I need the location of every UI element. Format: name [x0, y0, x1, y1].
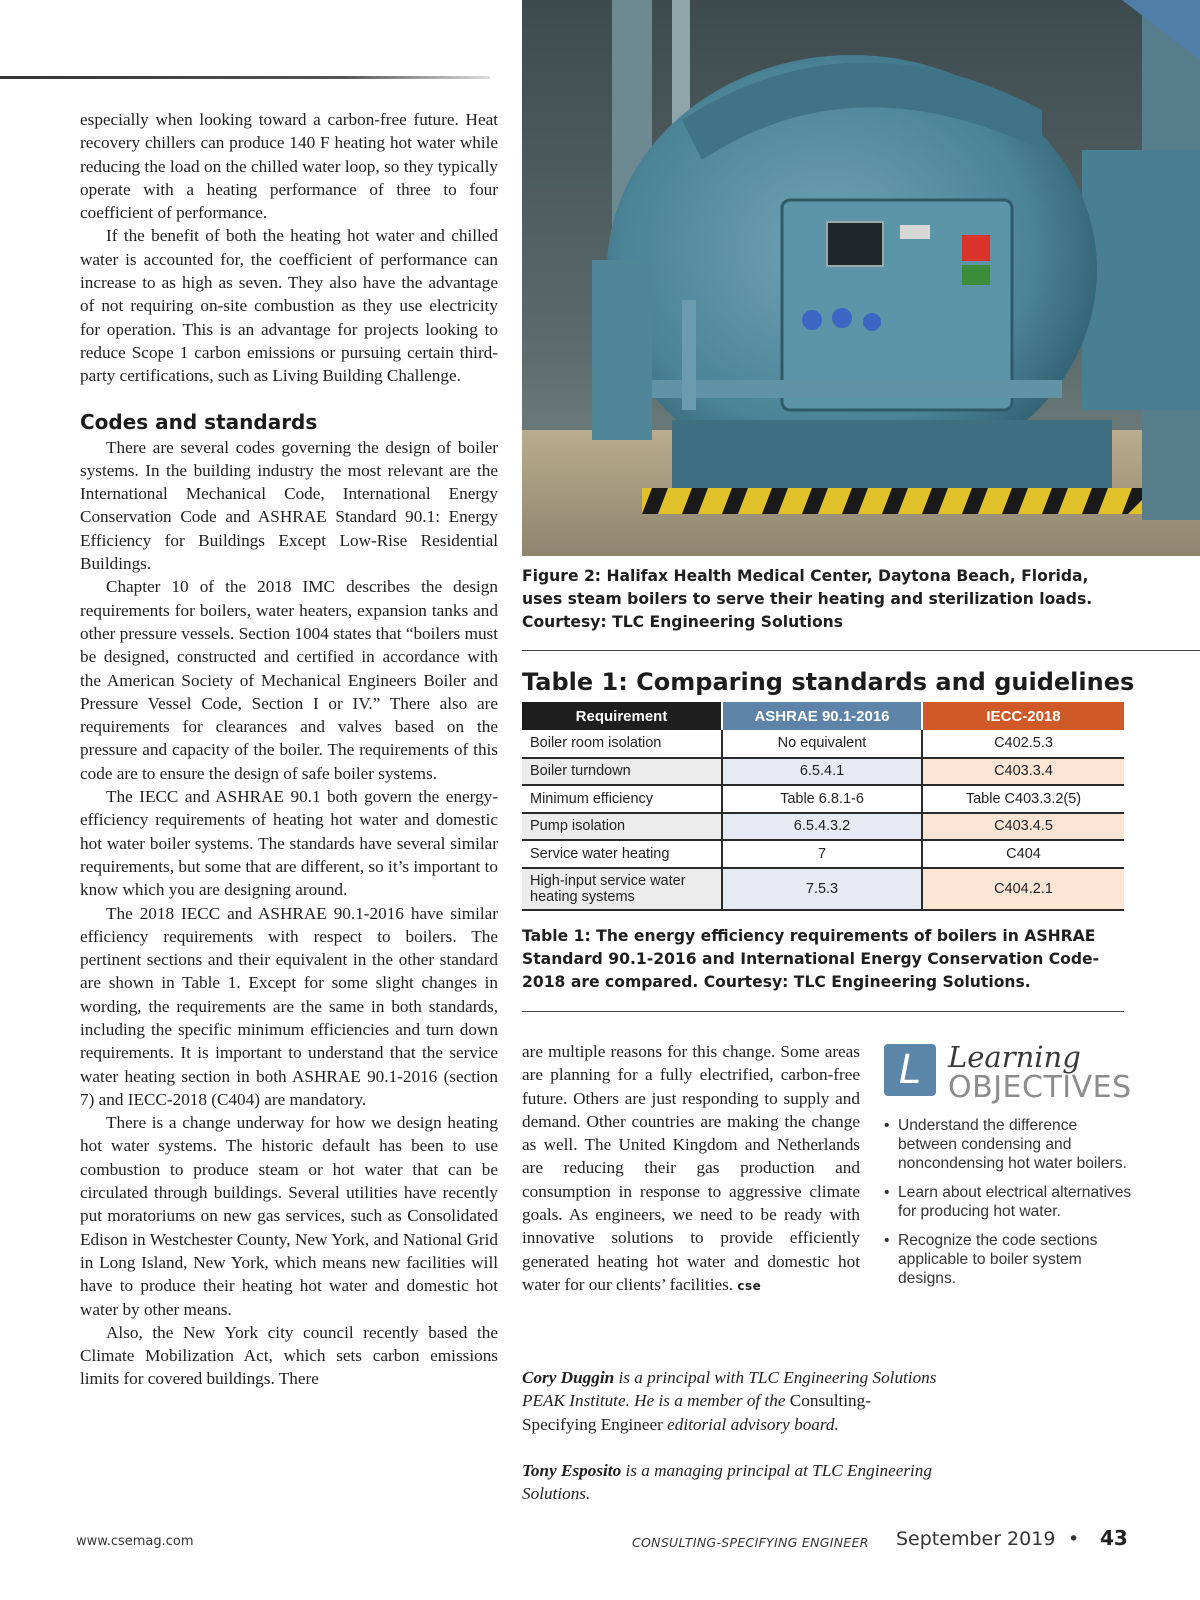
- left-column: [80, 108, 498, 1391]
- bio-text: is a managing principal at TLC Engineering Solutions.: [522, 1460, 932, 1504]
- list-item: • Recognize the code sections applicable to boiler system designs.: [884, 1231, 1134, 1288]
- table-row: [522, 785, 1124, 813]
- table-cell: Pump isolation: [522, 813, 722, 841]
- table-cell: C403.3.4: [922, 758, 1124, 786]
- table-cell: Table C403.3.2(5): [922, 785, 1124, 813]
- table-cell: C404.2.1: [922, 868, 1124, 910]
- top-rule: [0, 76, 490, 79]
- table-cell: Boiler room isolation: [522, 730, 722, 758]
- table-caption: Table 1: The energy efficiency requirements of boilers in ASHRAE Standard 90.1-2016 and International Energy Conservation Code-2018 are compared. Courtesy: TLC Engineering Solutions.: [522, 927, 1100, 991]
- table-cell: Service water heating: [522, 840, 722, 868]
- middle-column: [522, 1040, 860, 1298]
- table-row: [522, 813, 1124, 841]
- page-number: 43: [1100, 1526, 1128, 1550]
- paragraph: especially when looking toward a carbon-free future. Heat recovery chillers can produce 140 F heating hot water while reducing the load on the chilled water loop, so they typically operate with a heating performance of three to four coefficient of performance.: [80, 110, 498, 223]
- table-row: [522, 730, 1124, 758]
- figure-caption: Figure 2: Halifax Health Medical Center, Daytona Beach, Florida, uses steam boilers to serve their heating and sterilization loads. Courtesy: TLC Engineering Solutions: [522, 567, 1093, 631]
- bio-text: is a principal with TLC Engineering Solutions PEAK Institute. He is a member of the: [522, 1368, 937, 1411]
- magazine-name: Consulting-Specifying Engineer: [522, 1391, 871, 1434]
- table-cell: 6.5.4.3.2: [722, 813, 922, 841]
- bio-text: editorial advisory board.: [662, 1414, 839, 1434]
- column-header: ASHRAE 90.1-2016: [722, 702, 922, 730]
- paragraph: There are several codes governing the design of boiler systems. In the building industry the most relevant are the International Mechanical Code, International Energy Conservation Code and ASHRAE Standard 90.1: Energy Efficiency for Buildings Except Low-Rise Residential Buildings.: [80, 437, 498, 574]
- author-name: Tony Esposito: [522, 1460, 622, 1480]
- paragraph: If the benefit of both the heating hot water and chilled water is accounted for, the coefficient of performance can increase to as high as seven. They also have the advantage of not requiring on-site combustion as they use electricity for operation. This is an advantage for projects looking to reduce Scope 1 carbon emissions or pursuing certain third-party certifications, such as Living Building Challenge.: [80, 226, 498, 386]
- author-name: Cory Duggin: [522, 1368, 615, 1387]
- objectives-list: [884, 1116, 1134, 1298]
- section-heading: Codes and standards: [80, 409, 318, 434]
- table-cell: No equivalent: [722, 730, 922, 758]
- learning-word: Learning: [948, 1040, 1081, 1074]
- list-item: • Learn about electrical alternatives for producing hot water.: [884, 1183, 1134, 1221]
- table-row: [522, 868, 1124, 910]
- table-cell: Boiler turndown: [522, 758, 722, 786]
- divider: [522, 650, 1200, 651]
- table-row: [522, 840, 1124, 868]
- footer-url: www.csemag.com: [76, 1534, 194, 1549]
- table-header-row: [522, 702, 1124, 730]
- author-bios: [522, 1366, 942, 1528]
- footer-date: September 2019: [896, 1528, 1056, 1550]
- column-header: IECC-2018: [922, 702, 1124, 730]
- paragraph-text: are multiple reasons for this change. Some areas are planning for a fully electrified, carbon-free future. Others are just responding to supply and demand. Other countries are making the change as well. The United Kingdom and Netherlands are reducing their gas production and consumption in response to aggressive climate goals. As engineers, we need to be ready with innovative solutions to provide efficiently generated heating hot water and domestic hot water for our clients’ facilities.: [522, 1042, 860, 1294]
- paragraph: The 2018 IECC and ASHRAE 90.1-2016 have similar efficiency requirements with respect to boilers. The pertinent sections and their equivalent in the other standard are shown in Table 1. Except for some slight changes in wording, the requirements are the same in both standards, including the specific minimum efficiencies and turn down requirements. It is important to understand that the service water heating section in both ASHRAE 90.1-2016 (section 7) and IECC-2018 (C404) are mandatory.: [80, 903, 498, 1109]
- objectives-word: OBJECTIVES: [948, 1070, 1132, 1105]
- standards-table: [522, 702, 1124, 911]
- table-cell: C404: [922, 840, 1124, 868]
- author-bio: [522, 1366, 942, 1436]
- learning-badge-icon: L: [884, 1044, 936, 1096]
- column-header: Requirement: [522, 702, 722, 730]
- paragraph: The IECC and ASHRAE 90.1 both govern the energy-efficiency requirements of heating hot water and domestic hot water boiler systems. The standards have several similar requirements, but some that are different, so it’s important to know which you are designing around.: [80, 787, 498, 900]
- paragraph: [522, 1040, 860, 1298]
- author-bio: [522, 1459, 942, 1506]
- table-cell: 7.5.3: [722, 868, 922, 910]
- table-cell: High-input service water heating systems: [522, 868, 722, 910]
- paragraph: Also, the New York city council recently based the Climate Mobilization Act, which sets carbon emissions limits for covered buildings. There: [80, 1322, 498, 1389]
- divider: [522, 1011, 1124, 1012]
- table-cell: Minimum efficiency: [522, 785, 722, 813]
- list-item: • Understand the difference between condensing and noncondensing hot water boilers.: [884, 1116, 1134, 1173]
- table-title: Table 1: Comparing standards and guidelines: [522, 668, 1135, 696]
- table-cell: 6.5.4.1: [722, 758, 922, 786]
- table-cell: 7: [722, 840, 922, 868]
- table-cell: Table 6.8.1-6: [722, 785, 922, 813]
- table-row: [522, 758, 1124, 786]
- paragraph: Chapter 10 of the 2018 IMC describes the design requirements for boilers, water heaters, expansion tanks and other pressure vessels. Section 1004 states that “boilers must be designed, constructed and certified in accordance with the American Society of Mechanical Engineers Boiler and Pressure Vessel Code, Section I or IV.” There also are requirements for clearances and valves based on the pressure and capacity of the boiler. The requirements of this code are to ensure the design of safe boiler systems.: [80, 577, 498, 783]
- cse-end-mark: cse: [737, 1278, 762, 1293]
- boiler-photo: [522, 0, 1200, 556]
- paragraph: There is a change underway for how we design heating hot water systems. The historic default has been to use combustion to produce steam or hot water that can be circulated through buildings. Several utilities have recently put moratoriums on new gas services, such as Consolidated Edison in Westchester County, New York, and National Grid in Long Island, New York, which means new facilities will have to produce their heating hot water and domestic hot water by other means.: [80, 1113, 498, 1319]
- table-cell: C402.5.3: [922, 730, 1124, 758]
- footer-bullet: •: [1068, 1528, 1080, 1550]
- footer-magazine: CONSULTING-SPECIFYING ENGINEER: [632, 1535, 869, 1550]
- table-cell: C403.4.5: [922, 813, 1124, 841]
